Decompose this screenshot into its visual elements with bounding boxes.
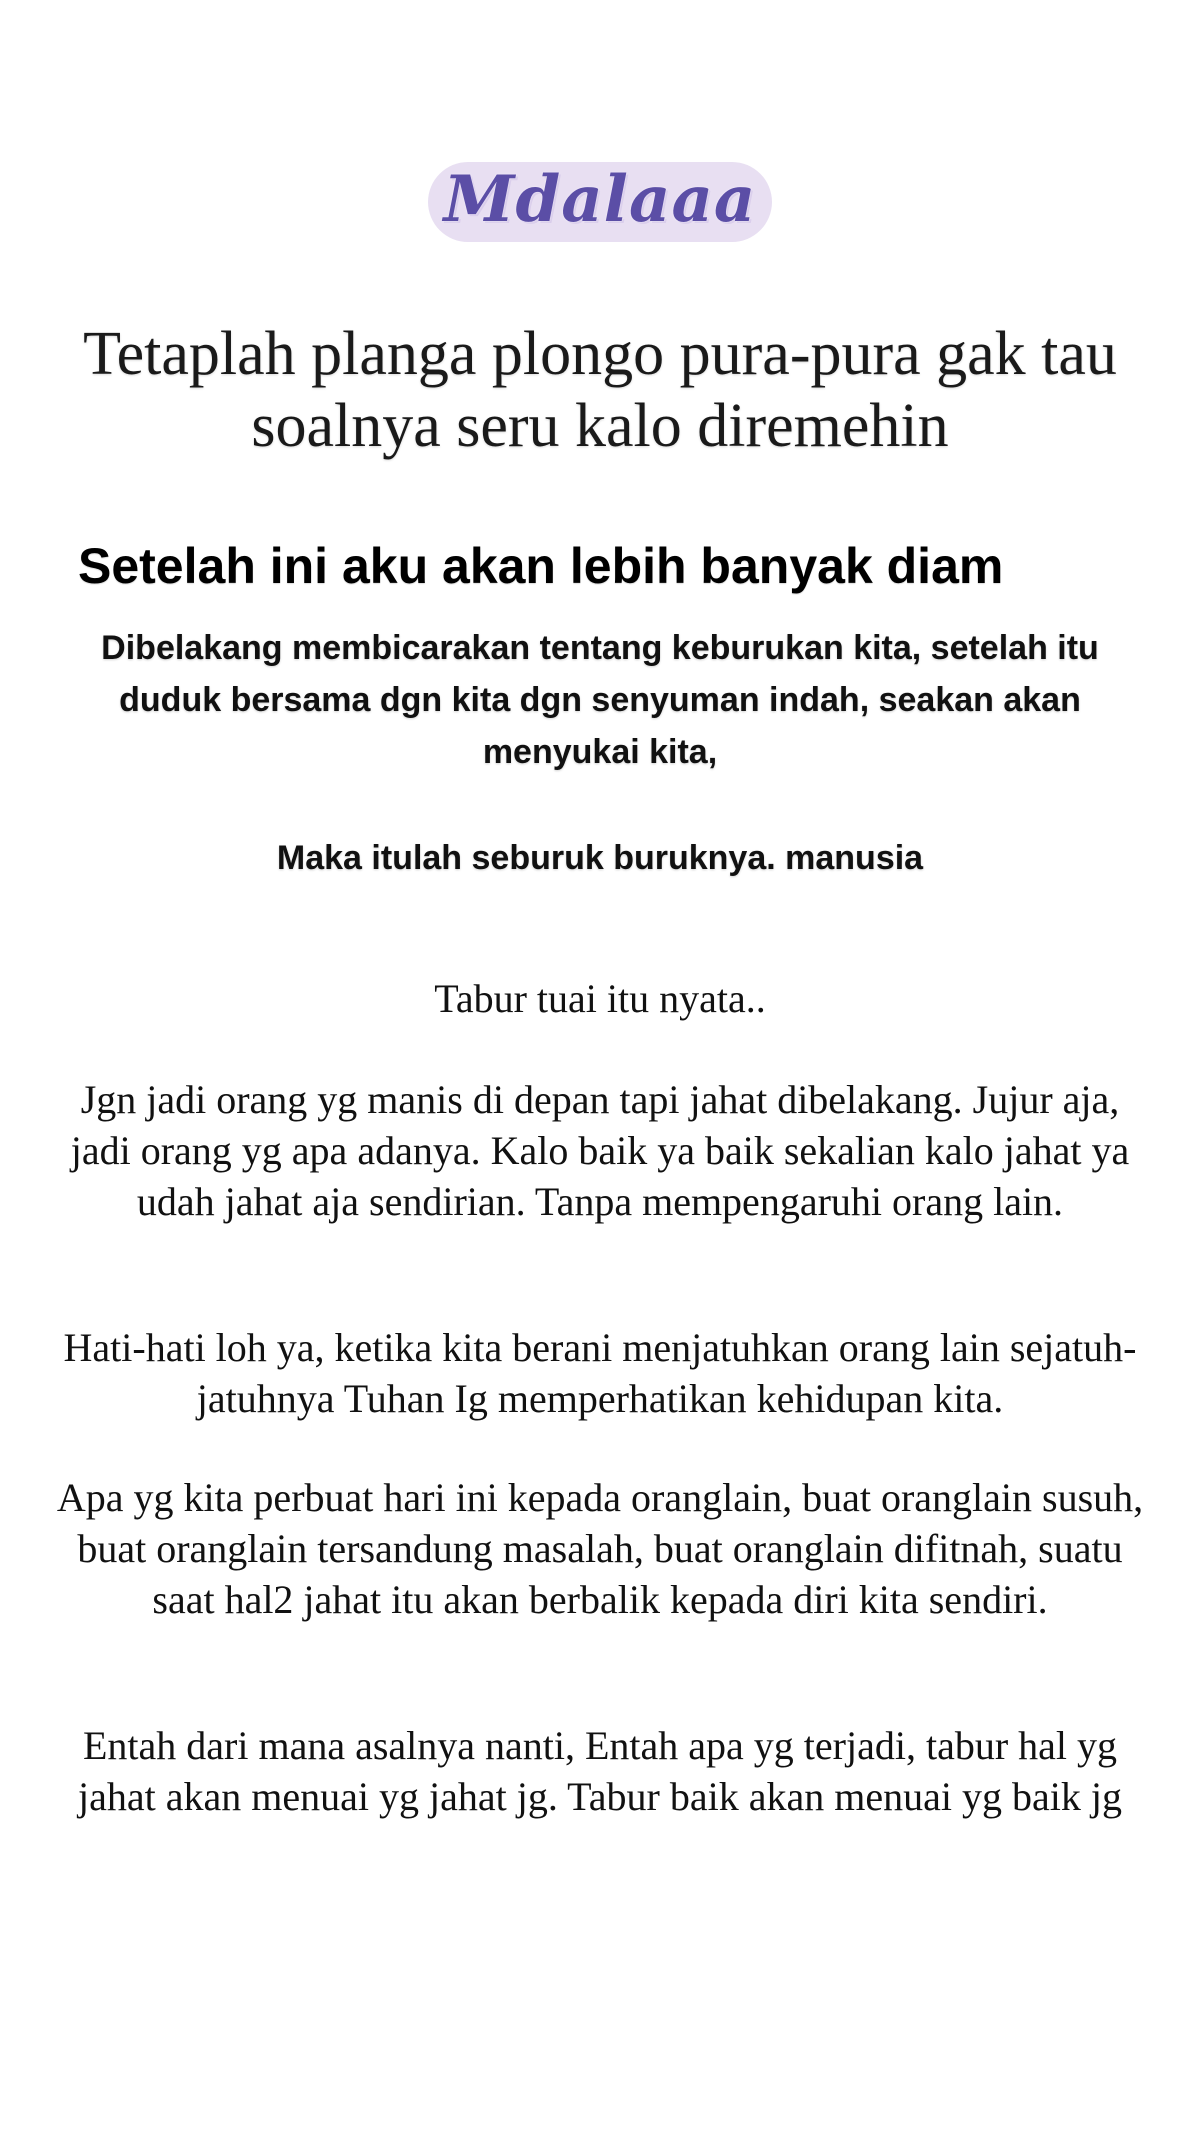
- body-paragraph-3: Hati-hati loh ya, ketika kita berani menjatuhkan orang lain sejatuh-jatuhnya Tuhan Ig memperhatikan kehidupan kita.: [63, 1325, 1137, 1421]
- body-paragraph-4: Apa yg kita perbuat hari ini kepada oranglain, buat oranglain susuh, buat oranglain tersandung masalah, buat oranglain difitnah, suatu saat hal2 jahat itu akan berbalik kepada diri kita sendiri.: [56, 1475, 1144, 1622]
- body-paragraph-5: Entah dari mana asalnya nanti, Entah apa yg terjadi, tabur hal yg jahat akan menuai yg jahat jg. Tabur baik akan menuai yg baik jg: [78, 1723, 1122, 1819]
- subheading: Setelah ini aku akan lebih banyak diam: [78, 538, 1004, 594]
- bold-paragraph-1: Dibelakang membicarakan tentang keburukan kita, setelah itu duduk bersama dgn kita dgn senyuman indah, seakan akan menyukai kita,: [101, 629, 1099, 771]
- body-paragraph-1: Tabur tuai itu nyata..: [434, 976, 766, 1021]
- logo-container: [0, 162, 1200, 242]
- bold-paragraph-2: Maka itulah seburuk buruknya. manusia: [276, 839, 924, 877]
- logo: Mdalaaa: [428, 162, 773, 242]
- body-paragraph-2: Jgn jadi orang yg manis di depan tapi jahat dibelakang. Jujur aja, jadi orang yg apa adanya. Kalo baik ya baik sekalian kalo jahat ya udah jahat aja sendirian. Tanpa mempengaruhi orang lain.: [70, 1077, 1130, 1224]
- headline: Tetaplah planga plongo pura-pura gak tau soalnya seru kalo diremehin: [83, 320, 1117, 460]
